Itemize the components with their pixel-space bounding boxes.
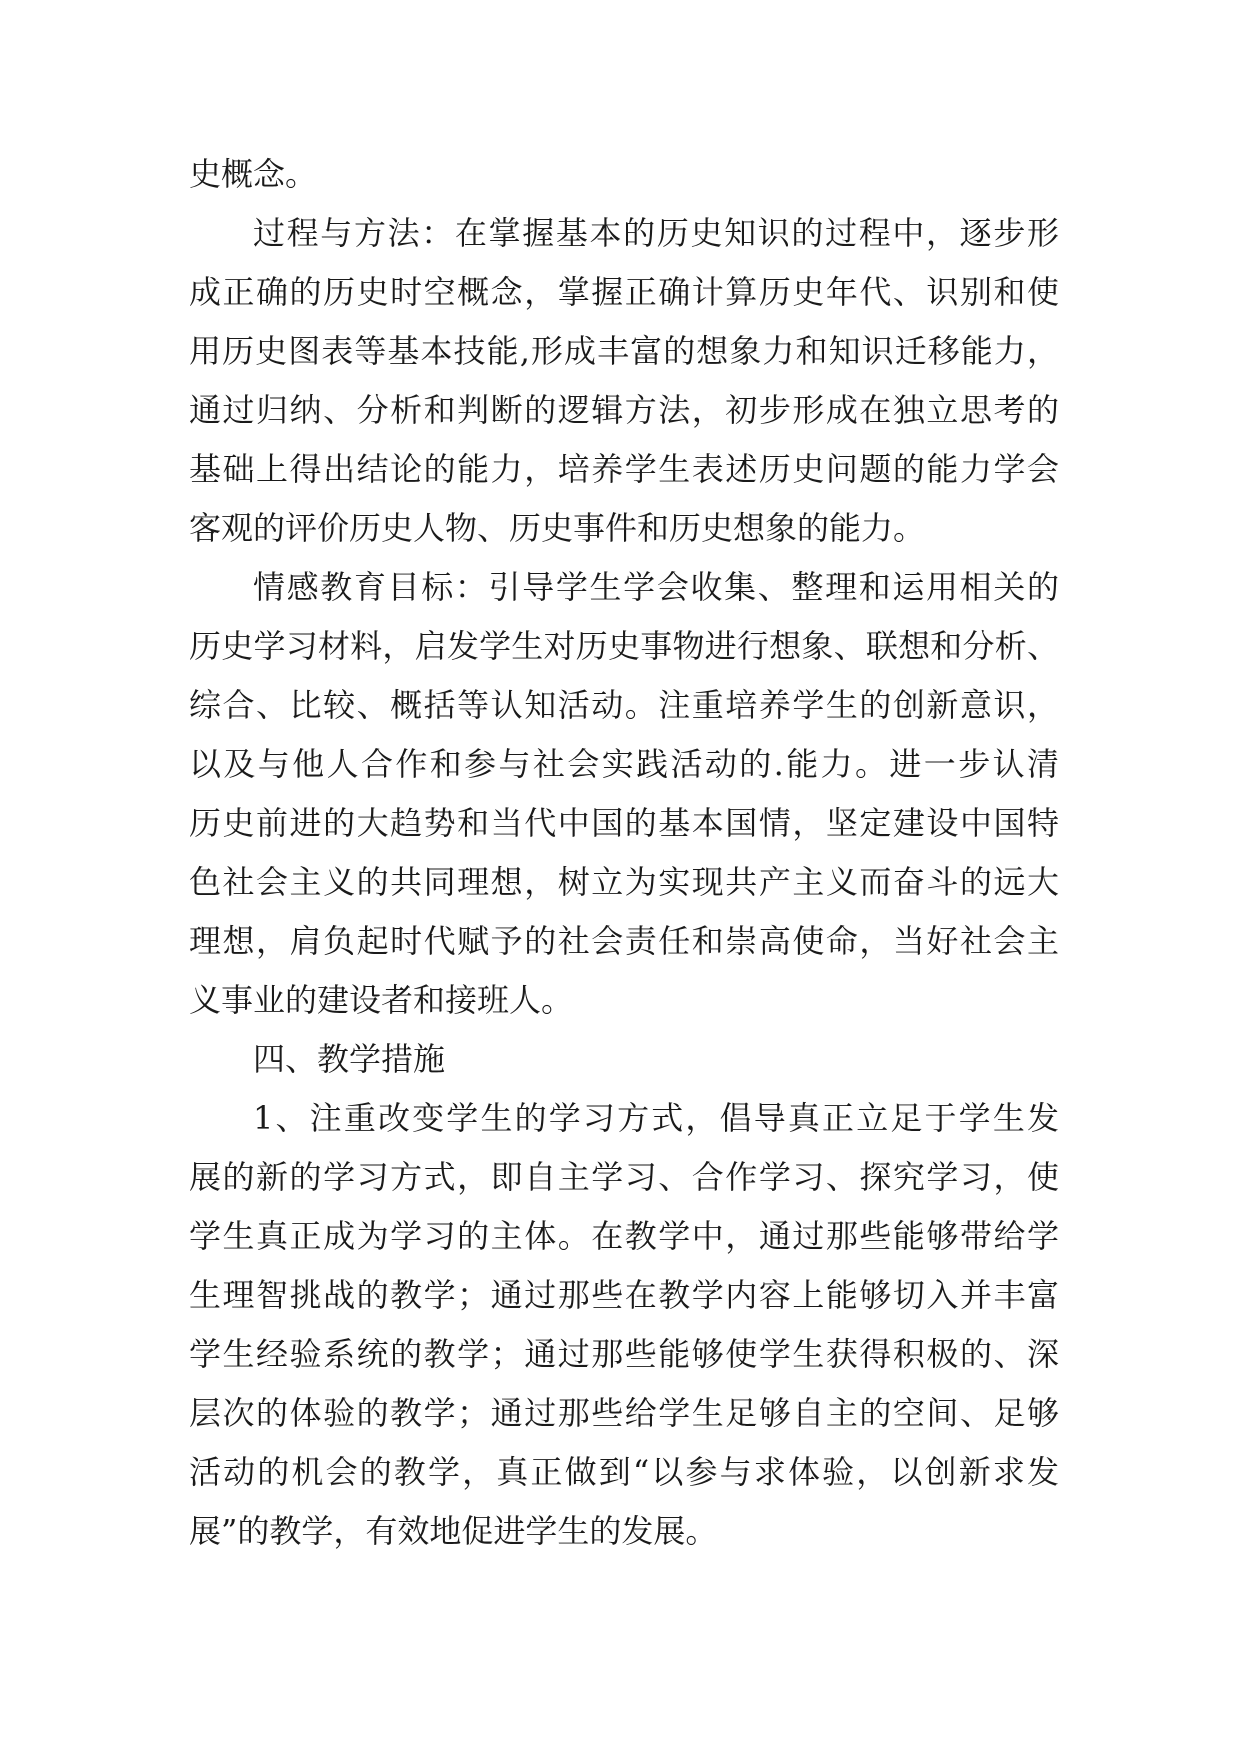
text-line: 1、注重改变学生的学习方式，倡导真正立足于学生发 [253,1099,1059,1137]
section-heading: 四、教学措施 [253,1040,446,1078]
text-line: 历史学习材料，启发学生对历史事物进行想象、联想和分析、 [189,627,1059,665]
text-line: 活动的机会的教学，真正做到“以参与求体验，以创新求发 [189,1453,1059,1491]
text-line: 用历史图表等基本技能,形成丰富的想象力和知识迁移能力， [189,332,1059,370]
text-line: 层次的体验的教学；通过那些给学生足够自主的空间、足够 [189,1394,1059,1432]
text-line: 历史前进的大趋势和当代中国的基本国情，坚定建设中国特 [189,804,1059,842]
text-line: 义事业的建设者和接班人。 [189,981,574,1019]
text-line: 色社会主义的共同理想，树立为实现共产主义而奋斗的远大 [189,863,1059,901]
text-line: 学生真正成为学习的主体。在教学中，通过那些能够带给学 [189,1217,1059,1255]
text-line: 以及与他人合作和参与社会实践活动的.能力。进一步认清 [189,745,1059,783]
text-line: 过程与方法：在掌握基本的历史知识的过程中，逐步形 [253,214,1059,252]
text-line: 史概念。 [189,155,318,193]
text-line: 基础上得出结论的能力，培养学生表述历史问题的能力学会 [189,450,1059,488]
text-line: 通过归纳、分析和判断的逻辑方法，初步形成在独立思考的 [189,391,1059,429]
text-line: 展”的教学，有效地促进学生的发展。 [189,1512,718,1550]
text-line: 理想，肩负起时代赋予的社会责任和崇高使命，当好社会主 [189,922,1059,960]
text-line: 客观的评价历史人物、历史事件和历史想象的能力。 [189,509,926,547]
text-line: 综合、比较、概括等认知活动。注重培养学生的创新意识， [189,686,1059,724]
text-line: 情感教育目标：引导学生学会收集、整理和运用相关的 [253,568,1059,606]
text-line: 生理智挑战的教学；通过那些在教学内容上能够切入并丰富 [189,1276,1059,1314]
text-line: 学生经验系统的教学；通过那些能够使学生获得积极的、深 [189,1335,1059,1373]
text-line: 成正确的历史时空概念，掌握正确计算历史年代、识别和使 [189,273,1059,311]
document-body [189,145,1059,1561]
text-line: 展的新的学习方式，即自主学习、合作学习、探究学习，使 [189,1158,1059,1196]
